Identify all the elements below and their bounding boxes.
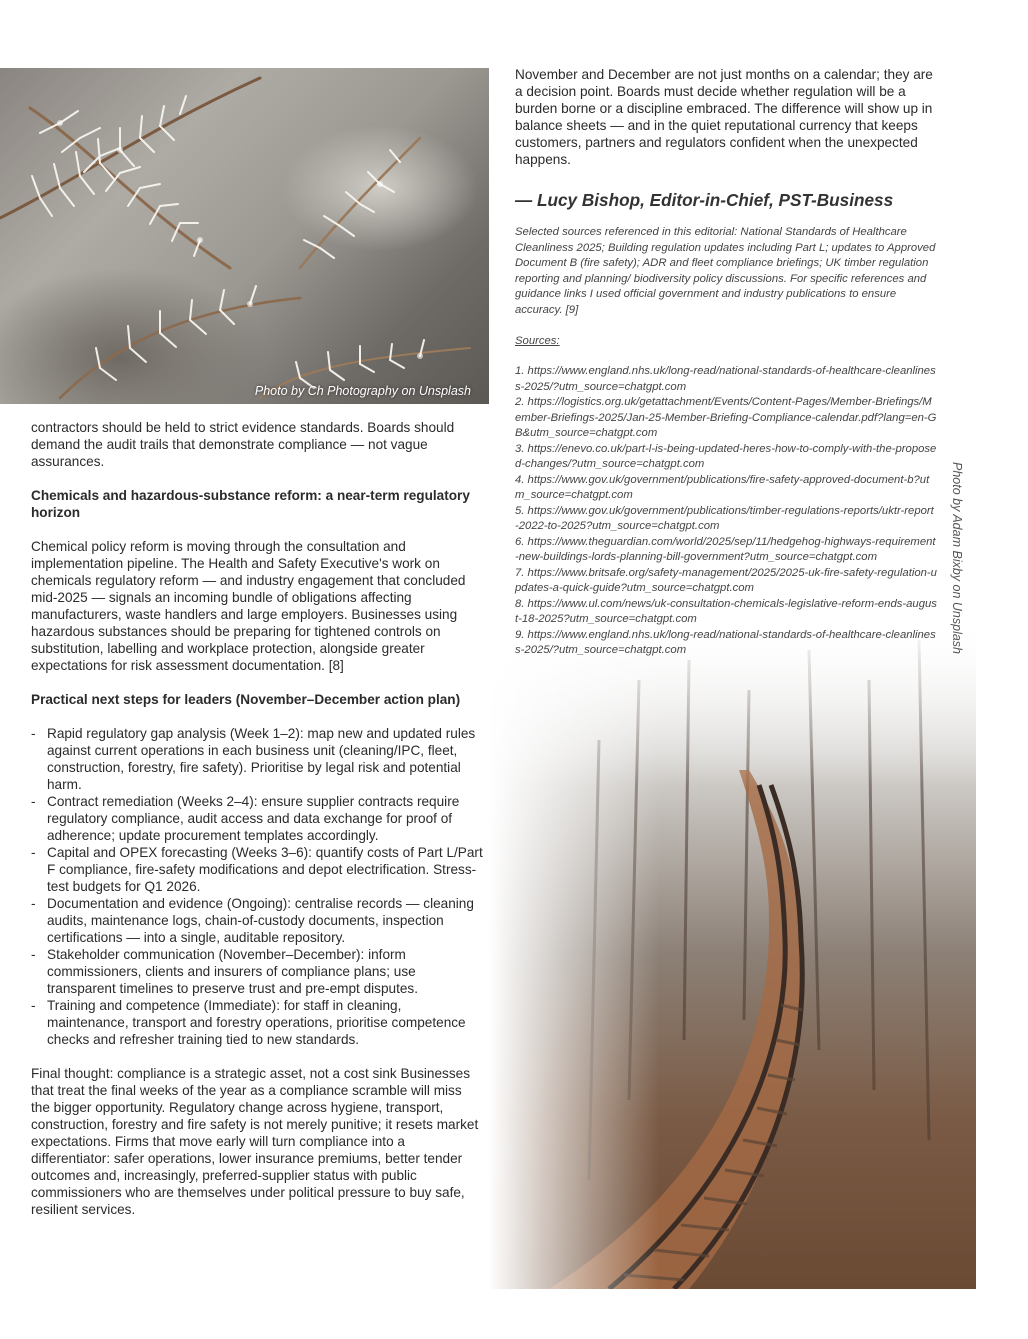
source-link[interactable]: 4. https://www.gov.uk/government/publications/fire-safety-approved-document-b?utm_source=chatgpt.com — [515, 473, 930, 501]
source-link[interactable]: 1. https://www.england.nhs.uk/long-read/national-standards-of-healthcare-cleanliness-2025/?utm_source=chatgpt.com — [515, 365, 936, 393]
bullet-dash: - — [31, 794, 36, 809]
source-link[interactable]: 5. https://www.gov.uk/government/publications/timber-regulations-reports/uktr-report-2022-to-2025?utm_source=chatgpt.com — [515, 504, 934, 532]
action-plan-list — [31, 725, 483, 1048]
railway-photo — [489, 620, 976, 1289]
chemicals-heading: Chemicals and hazardous-substance reform: a near-term regulatory horizon — [31, 488, 470, 520]
source-link[interactable]: 7. https://www.britsafe.org/safety-management/2025/2025-uk-fire-safety-regulation-updates-a-quick-guide?utm_source=chatgpt.com — [515, 566, 937, 594]
right-intro-paragraph: November and December are not just months on a calendar; they are a decision point. Boards must decide whether regulation will be a burden borne or a discipline embraced. The difference will show up in balance sheets — and in the quiet reputational currency that keeps customers, partners and regulators confident when the unexpected happens. — [515, 67, 933, 167]
editor-signature: — Lucy Bishop, Editor-in-Chief, PST-Business — [515, 190, 894, 210]
sources-label: Sources: — [515, 335, 560, 347]
bullet-dash: - — [31, 896, 36, 911]
source-link[interactable]: 9. https://www.england.nhs.uk/long-read/national-standards-of-healthcare-cleanliness-2025/?utm_source=chatgpt.com — [515, 628, 936, 656]
list-item: - Rapid regulatory gap analysis (Week 1–2): map new and updated rules against current operations in each business unit (cleaning/IPC, fleet, construction, forestry, fire safety). Prioritise by legal risk and potential harm. — [31, 726, 476, 792]
bullet-dash: - — [31, 726, 36, 741]
final-thought-paragraph: Final thought: compliance is a strategic asset, not a cost sink Businesses that treat the final weeks of the year as a compliance scramble will miss the bigger opportunity. Regulatory change across hygiene, transport, construction, forestry and fire safety is not merely punitive; it resets market expectations. Firms that move early will turn compliance into a differentiator: safer operations, lower insurance premiums, better tender outcomes and, increasingly, preferred-supplier status with public commissioners who are themselves under political pressure to buy safe, resilient services. — [31, 1066, 479, 1217]
chemicals-paragraph: Chemical policy reform is moving through the consultation and implementation pipeline. The Health and Safety Executive's work on chemicals regulatory reform — and industry engagement that concluded mid-2025 — signals an incoming bundle of obligations affecting manufacturers, waste handlers and large employers. Businesses using hazardous substances should be preparing for tightened controls on substitution, labelling and workplace protection, alongside greater expectations for risk assessment documentation. [8] — [31, 539, 466, 673]
sources-list — [515, 364, 937, 659]
next-steps-heading: Practical next steps for leaders (November–December action plan) — [31, 692, 461, 707]
list-item: - Training and competence (Immediate): for staff in cleaning, maintenance, transport and forestry operations, prioritise competence checks and refresher training tied to new standards. — [31, 998, 466, 1047]
photo-credit-bottom — [946, 462, 966, 655]
frosty-fern-image — [0, 68, 489, 404]
left-column — [31, 419, 483, 1218]
bullet-dash: - — [31, 947, 36, 962]
source-link[interactable]: 2. https://logistics.org.uk/getattachment/Events/Content-Pages/Member-Briefings/Member-Briefings-2025/Jan-25-Member-Briefing-Compliance-calendar.pdf?lang=en-GB&utm_source=chatgpt.com — [515, 396, 937, 439]
autumn-railway-image — [489, 620, 976, 1289]
source-link[interactable]: 3. https://enevo.co.uk/part-l-is-being-updated-heres-how-to-comply-with-the-proposed-changes/?utm_source=chatgpt.com — [515, 442, 937, 470]
photo-credit-bottom-text: Photo by Adam Bixby on Unsplash — [950, 462, 964, 655]
source-link[interactable]: 6. https://www.theguardian.com/world/2025/sep/11/hedgehog-highways-requirement-new-buildings-lords-planning-bill-government?utm_source=chatgpt.com — [515, 535, 936, 563]
left-intro-paragraph: contractors should be held to strict evidence standards. Boards should demand the audit trails that demonstrate compliance — not vague assurances. — [31, 420, 455, 469]
photo-credit-top: Photo by Ch Photography on Unsplash — [254, 384, 471, 398]
list-item: - Capital and OPEX forecasting (Weeks 3–6): quantify costs of Part L/Part F compliance, fire-safety modifications and depot electrification. Stress-test budgets for Q1 2026. — [31, 845, 483, 894]
frosty-fern-photo — [0, 68, 489, 404]
bullet-dash: - — [31, 998, 36, 1013]
list-item: - Documentation and evidence (Ongoing): centralise records — cleaning audits, maintenance logs, chain-of-custody documents, inspection certifications — into a single, auditable repository. — [31, 896, 474, 945]
list-item: - Contract remediation (Weeks 2–4): ensure supplier contracts require regulatory compliance, audit access and data exchange for proof of adherence; update procurement templates accordingly. — [31, 794, 460, 843]
right-column — [515, 66, 937, 659]
list-item: - Stakeholder communication (November–December): inform commissioners, clients and insurers of compliance plans; use transparent timelines to preserve trust and pre-empt disputes. — [31, 947, 418, 996]
bullet-dash: - — [31, 845, 36, 860]
source-link[interactable]: 8. https://www.ul.com/news/uk-consultation-chemicals-legislative-reform-ends-august-18-2025?utm_source=chatgpt.com — [515, 597, 937, 625]
editor-note: Selected sources referenced in this editorial: National Standards of Healthcare Cleanliness 2025; Building regulation updates including Part L; updates to Approved Document B (fire safety); ADR and fleet compliance briefings; UK timber regulation reporting and planning/ biodiversity policy discussions. For specific references and guidance links I used official government and industry publications to ensure accuracy. [9] — [515, 226, 936, 316]
